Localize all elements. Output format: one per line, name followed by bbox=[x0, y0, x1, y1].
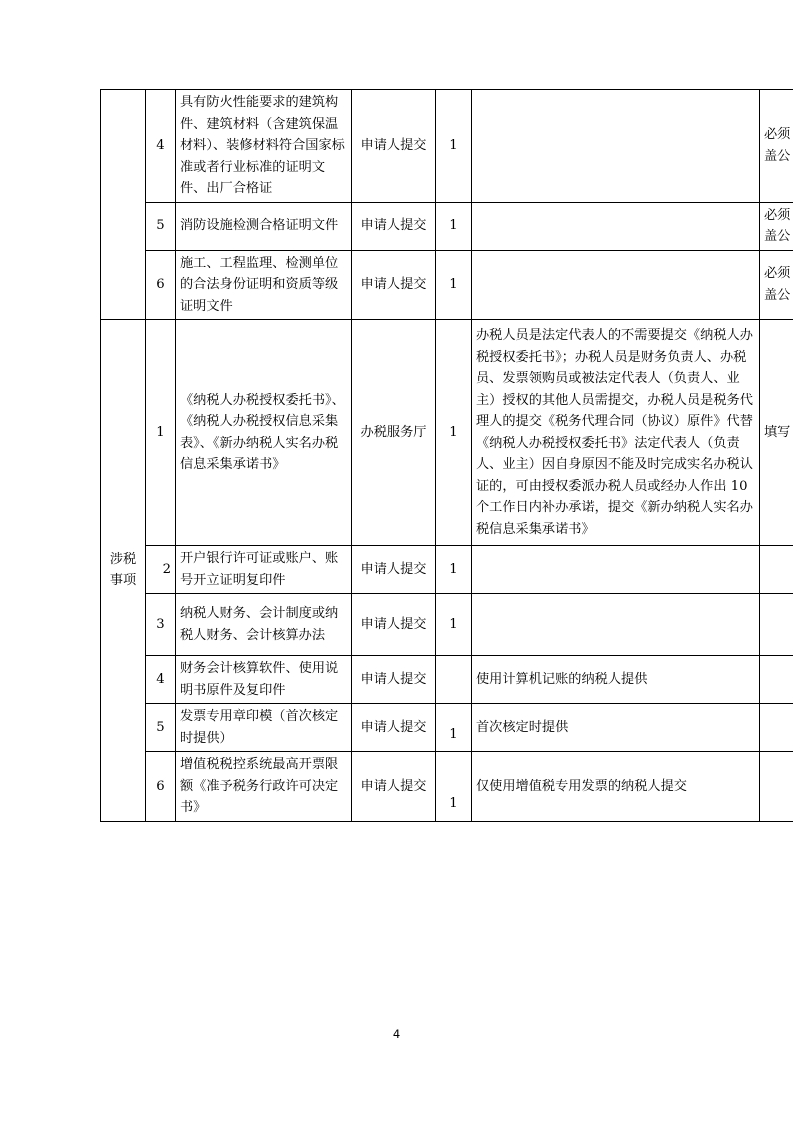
table-row bbox=[101, 656, 793, 704]
row-number: 2 bbox=[146, 546, 176, 594]
requirement-note bbox=[760, 704, 793, 752]
remark bbox=[472, 546, 760, 594]
remark bbox=[472, 90, 760, 203]
copies-count: 1 bbox=[436, 90, 472, 203]
requirement-note bbox=[760, 752, 793, 822]
requirement-note bbox=[760, 546, 793, 594]
row-number: 4 bbox=[146, 90, 176, 203]
table-row bbox=[101, 90, 793, 203]
page-number: 4 bbox=[392, 1027, 401, 1041]
material-source: 申请人提交 bbox=[352, 752, 436, 822]
requirement-note: 填写 bbox=[760, 320, 793, 546]
copies-count: 1 bbox=[436, 546, 472, 594]
material-name: 增值税税控系统最高开票限额《准予税务行政许可决定书》 bbox=[176, 752, 352, 822]
requirement-note: 必须盖公 bbox=[760, 250, 793, 320]
requirement-note: 必须盖公 bbox=[760, 202, 793, 250]
copies-count: 1 bbox=[436, 250, 472, 320]
material-source: 申请人提交 bbox=[352, 90, 436, 203]
table-row bbox=[101, 320, 793, 546]
copies-count: 1 bbox=[436, 594, 472, 656]
copies-count: 1 bbox=[436, 320, 472, 546]
table-row bbox=[101, 752, 793, 822]
material-name: 发票专用章印模（首次核定时提供） bbox=[176, 704, 352, 752]
requirement-note bbox=[760, 656, 793, 704]
requirement-note: 必须盖公 bbox=[760, 90, 793, 203]
material-name: 《纳税人办税授权委托书》、《纳税人办税授权信息采集表》、《新办纳税人实名办税信息采集承诺书》 bbox=[176, 320, 352, 546]
row-number: 3 bbox=[146, 594, 176, 656]
requirement-note bbox=[760, 594, 793, 656]
remark bbox=[472, 594, 760, 656]
copies-count: 1 bbox=[436, 704, 472, 752]
remark: 首次核定时提供 bbox=[472, 704, 760, 752]
material-name: 消防设施检测合格证明文件 bbox=[176, 202, 352, 250]
materials-table bbox=[100, 89, 793, 822]
material-source: 申请人提交 bbox=[352, 546, 436, 594]
row-number: 6 bbox=[146, 250, 176, 320]
table-row bbox=[101, 546, 793, 594]
material-name: 具有防火性能要求的建筑构件、建筑材料（含建筑保温材料）、装修材料符合国家标准或者行业标准的证明文件、出厂合格证 bbox=[176, 90, 352, 203]
material-source: 办税服务厅 bbox=[352, 320, 436, 546]
row-number: 6 bbox=[146, 752, 176, 822]
remark: 使用计算机记账的纳税人提供 bbox=[472, 656, 760, 704]
remark bbox=[472, 250, 760, 320]
material-name: 财务会计核算软件、使用说明书原件及复印件 bbox=[176, 656, 352, 704]
material-source: 申请人提交 bbox=[352, 250, 436, 320]
row-number: 1 bbox=[146, 320, 176, 546]
material-source: 申请人提交 bbox=[352, 656, 436, 704]
material-source: 申请人提交 bbox=[352, 594, 436, 656]
category-tax-matters: 涉税事项 bbox=[101, 320, 146, 822]
table-row bbox=[101, 594, 793, 656]
remark: 仅使用增值税专用发票的纳税人提交 bbox=[472, 752, 760, 822]
row-number: 5 bbox=[146, 704, 176, 752]
copies-count bbox=[436, 656, 472, 704]
material-source: 申请人提交 bbox=[352, 704, 436, 752]
remark: 办税人员是法定代表人的不需要提交《纳税人办税授权委托书》；办税人员是财务负责人、办税员、发票领购员或被法定代表人（负责人、业主）授权的其他人员需提交，办税人员是税务代理人的提交《税务代理合同（协议）原件》代替《纳税人办税授权委托书》法定代表人（负责人、业主）因自身原因不能及时完成实名办税认证的，可由授权委派办税人员或经办人作出 10 个工作日内补办承诺，提交《新办纳税人实名办税信息采集承诺书》 bbox=[472, 320, 760, 546]
material-name: 纳税人财务、会计制度或纳税人财务、会计核算办法 bbox=[176, 594, 352, 656]
category-cell-empty bbox=[101, 90, 146, 320]
material-source: 申请人提交 bbox=[352, 202, 436, 250]
copies-count: 1 bbox=[436, 202, 472, 250]
row-number: 5 bbox=[146, 202, 176, 250]
table-row bbox=[101, 202, 793, 250]
copies-count: 1 bbox=[436, 752, 472, 822]
material-name: 施工、工程监理、检测单位的合法身份证明和资质等级证明文件 bbox=[176, 250, 352, 320]
row-number: 4 bbox=[146, 656, 176, 704]
remark bbox=[472, 202, 760, 250]
table-row bbox=[101, 250, 793, 320]
material-name: 开户银行许可证或账户、账号开立证明复印件 bbox=[176, 546, 352, 594]
table-row bbox=[101, 704, 793, 752]
